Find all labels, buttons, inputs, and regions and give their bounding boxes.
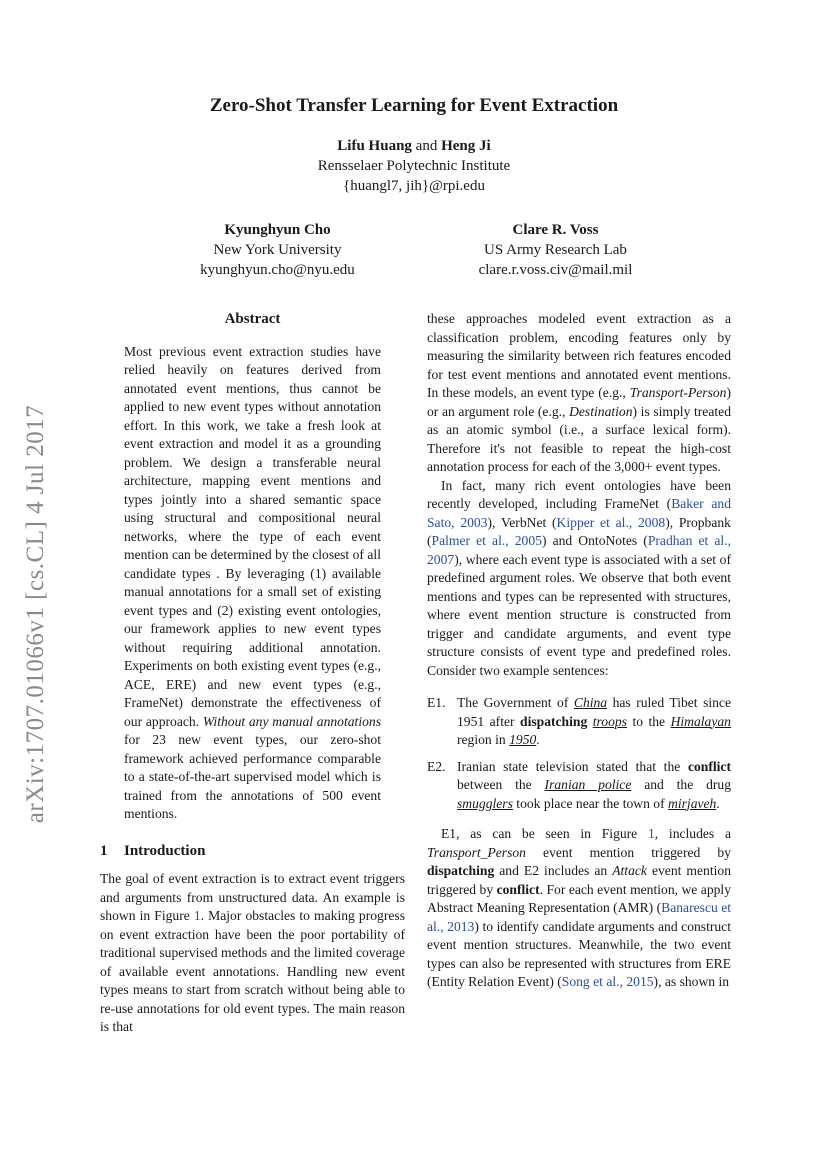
author-block-main — [0, 136, 828, 196]
section-heading-introduction — [100, 842, 405, 861]
citation-link[interactable]: Banarescu et al., 2013 — [427, 900, 731, 934]
author-affiliation: New York University — [213, 242, 342, 258]
author-affiliation: US Army Research Lab — [484, 242, 627, 258]
example-span: region in — [457, 732, 510, 747]
paragraph-text: event mention triggered by — [525, 844, 731, 860]
author-email: clare.r.voss.civ@mail.mil — [478, 262, 633, 278]
event-type-term: Transport-Person — [629, 385, 727, 400]
event-type-term: Attack — [612, 863, 647, 878]
paragraph-text: , includes a — [654, 826, 731, 841]
argument-underlined: China — [573, 695, 608, 710]
example-item — [427, 694, 731, 750]
example-span: to the — [626, 713, 671, 729]
example-span: and the drug — [631, 777, 731, 792]
example-span: Iranian state television stated that the — [457, 758, 688, 774]
author-block-left — [140, 220, 415, 280]
argument-role-term: Destination — [569, 403, 633, 419]
paragraph-text: and E2 includes an — [494, 863, 613, 878]
author-name: Kyunghyun Cho — [224, 222, 331, 238]
right-column — [427, 310, 731, 992]
arxiv-identifier: arXiv:1707.01066v1 [cs.CL] 4 Jul 2017 — [22, 404, 49, 824]
author-block-right — [418, 220, 693, 280]
paragraph-text: event mention triggered by — [427, 863, 731, 897]
paragraph-text: . For each event mention, we apply Abstract Meaning Representation (AMR) ( — [427, 881, 731, 915]
trigger-word: conflict — [687, 758, 731, 774]
citation-link[interactable]: Kipper et al., 2008 — [556, 514, 666, 530]
argument-underlined: smugglers — [457, 795, 513, 811]
author-affiliation: Rensselaer Polytechnic Institute — [317, 158, 511, 174]
author-name: Heng Ji — [441, 138, 491, 154]
paragraph-text: ), as shown in — [653, 974, 730, 989]
trigger-word: dispatching — [427, 863, 495, 878]
body-paragraph — [427, 310, 731, 477]
citation-link[interactable]: Baker and Sato, 2003 — [427, 496, 732, 530]
abstract-text-span: Most previous event extraction studies have relied heavily on features derived from annotated event mentions, thus cannot be applied to new event types without annotation effort. In this work, we take a fresh look at event extraction and model it as a grounding problem. We design a transferable neural architecture, mapping event mentions and types jointly into a shared semantic space using structural and compositional neural networks, where the type of each event mention can be determined by the closest of all candidate types . By leveraging (1) available manual annotations for a small set of existing event types and (2) existing event ontologies, our framework applies to new event types without requiring additional annotation. Experiments on both existing event types (e.g., ACE, ERE) and new event types (e.g., FrameNet) demonstrate the effectiveness of our approach. — [124, 343, 381, 729]
paragraph-text: ) or an argument role (e.g., — [427, 385, 731, 419]
example-span: has ruled Tibet since 1951 after — [457, 695, 731, 729]
intro-paragraph — [100, 870, 405, 1037]
argument-underlined: troops — [592, 713, 627, 729]
figure-link[interactable]: 1 — [193, 908, 201, 923]
argument-underlined: Himalayan — [670, 713, 731, 729]
citation-link[interactable]: Palmer et al., 2005 — [431, 533, 542, 548]
example-item — [427, 758, 731, 814]
event-type-term: Transport_Person — [427, 844, 526, 860]
section-title: Introduction — [124, 842, 206, 859]
paragraph-text: In fact, many rich event ontologies have been recently developed, including FrameNet ( — [427, 477, 731, 511]
argument-underlined: 1950 — [509, 732, 537, 747]
author-email: kyunghyun.cho@nyu.edu — [200, 262, 355, 278]
author-name: Lifu Huang — [337, 138, 412, 154]
example-span: between the — [457, 777, 545, 792]
author-conjunction: and — [415, 138, 438, 154]
abstract-text — [124, 343, 381, 824]
body-paragraph — [427, 477, 731, 681]
abstract-text-span: for 23 new event types, our zero-shot framework achieved performance comparable to a state-of-the-art supervised model which is trained from the annotations of 500 event mentions. — [124, 732, 381, 821]
trigger-word: dispatching — [520, 713, 588, 729]
citation-link[interactable]: Pradhan et al., 2007 — [427, 533, 732, 567]
body-paragraph — [427, 825, 731, 992]
example-text — [457, 694, 731, 750]
paragraph-text: ), VerbNet ( — [487, 514, 557, 530]
example-span: The Government of — [457, 695, 574, 710]
left-column — [100, 310, 405, 1037]
trigger-word: conflict — [496, 881, 540, 897]
paragraph-text: The goal of event extraction is to extract event triggers and arguments from unstructured data. An example is shown in Figure — [100, 871, 405, 923]
paragraph-text: these approaches modeled event extraction as a classification problem, encoding features only by measuring the similarity between rich features encoded for test event mentions and annotated event mentions. In these models, an event type (e.g., — [427, 311, 731, 400]
paragraph-text: . Major obstacles to making progress on event extraction have been the poor portability of traditional supervised methods and the limited coverage of available event annotations. Handling new event types means to start from scratch without being able to re-use annotations for old event types. The main reason is that — [100, 908, 405, 1034]
abstract-heading: Abstract — [224, 311, 281, 327]
example-list — [427, 694, 731, 813]
example-span: . — [716, 795, 720, 811]
example-label: E2. — [427, 758, 446, 774]
example-label: E1. — [427, 695, 446, 710]
paragraph-text: ), Propbank ( — [427, 514, 731, 548]
paragraph-text: ), where each event type is associated with a set of predefined argument roles. We observe that both event mentions and types can be represented with structures, where event mention structure is constructed from trigger and candidate arguments, and event type structure consists of event type and predefined roles. Consider two example sentences: — [427, 551, 731, 678]
paper-title: Zero-Shot Transfer Learning for Event Extraction — [209, 95, 619, 116]
argument-underlined: mirjaveh — [668, 795, 717, 811]
example-span: . — [536, 732, 540, 747]
paragraph-text: E1, as can be seen in Figure — [441, 826, 648, 841]
example-text — [457, 758, 731, 814]
citation-link[interactable]: Song et al., 2015 — [561, 974, 654, 989]
author-name: Clare R. Voss — [512, 222, 599, 238]
argument-underlined: Iranian police — [544, 777, 632, 792]
abstract-emphasis: Without any manual annotations — [202, 713, 381, 729]
paragraph-text: ) to identify candidate arguments and construct event mention structures. Meanwhile, the two event types can also be represented with structures from ERE (Entity Relation Event) ( — [427, 918, 731, 989]
author-email: {huangl7, jih}@rpi.edu — [343, 178, 485, 194]
figure-link[interactable]: 1 — [647, 826, 655, 841]
section-number: 1 — [100, 842, 108, 859]
paragraph-text: ) and OntoNotes ( — [541, 533, 648, 548]
example-span: took place near the town of — [512, 795, 669, 811]
paragraph-text: ) is simply treated as an atomic symbol (i.e., a surface lexical form). Therefore it's not feasible to repeat the high-cost annotation process for each of the 3,000+ event types. — [427, 403, 731, 474]
